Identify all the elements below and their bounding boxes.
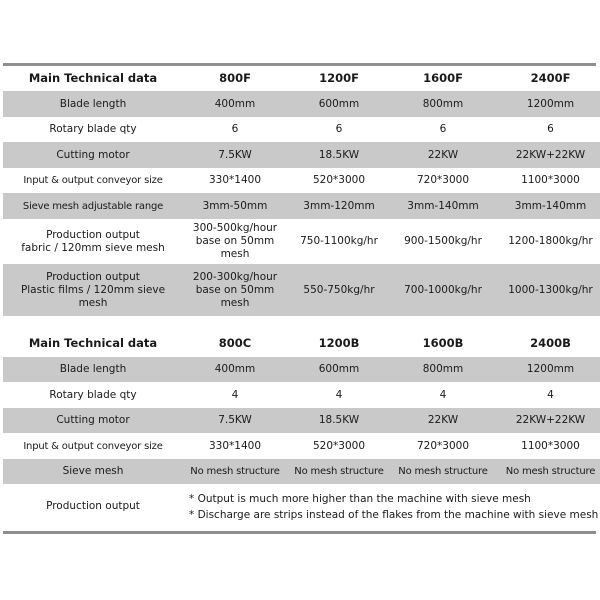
table-row — [3, 142, 600, 168]
cell: 400mm — [183, 91, 287, 117]
cell: 400mm — [183, 357, 287, 382]
cell: 1100*3000 — [521, 439, 580, 452]
table-row — [3, 168, 600, 193]
cell: 3mm-140mm — [495, 193, 600, 219]
cell: 330*1400 — [208, 174, 261, 186]
production-output-notes — [183, 484, 600, 529]
row-label: Rotary blade qty — [49, 388, 137, 401]
row-label: Blade length — [3, 91, 183, 117]
row-label: Sieve mesh — [3, 459, 183, 484]
cell: 7.5KW — [183, 142, 287, 168]
table-row — [3, 459, 600, 484]
cell: 520*3000 — [312, 439, 365, 452]
cell: 900-1500kg/hr — [404, 235, 482, 247]
cell: No mesh structure — [495, 459, 600, 484]
bottom-rule — [3, 531, 596, 534]
spec-table-b-series — [3, 329, 600, 529]
cell: 6 — [231, 123, 239, 135]
cell: 22KW+22KW — [495, 408, 600, 433]
table-header-row — [3, 329, 600, 357]
cell: 6 — [335, 123, 343, 135]
cell: 22KW — [391, 408, 495, 433]
cell: 4 — [547, 388, 554, 401]
cell: 4 — [335, 388, 343, 401]
cell: 330*1400 — [208, 439, 261, 452]
row-label: Production output Plastic films / 120mm sieve mesh — [3, 264, 183, 316]
header-label: Main Technical data — [28, 335, 158, 350]
cell: 1100*3000 — [521, 174, 580, 186]
cell: No mesh structure — [183, 459, 287, 484]
table-row — [3, 117, 600, 142]
cell: 600mm — [287, 357, 391, 382]
header-model: 1600B — [422, 335, 464, 350]
table-row — [3, 264, 600, 316]
table-row — [3, 193, 600, 219]
spec-table-f-series — [3, 66, 600, 316]
header-model: 1600F — [423, 71, 463, 85]
header-model: 1200F — [319, 71, 359, 85]
cell: 1200mm — [495, 91, 600, 117]
row-label: Cutting motor — [3, 142, 183, 168]
cell: 6 — [547, 123, 554, 135]
cell: 3mm-120mm — [287, 193, 391, 219]
table-row — [3, 433, 600, 459]
cell: 4 — [231, 388, 239, 401]
cell: 18.5KW — [287, 142, 391, 168]
note-line: * Discharge are strips instead of the flakes from the machine with sieve mesh — [189, 508, 599, 521]
cell: 800mm — [391, 91, 495, 117]
cell: 22KW+22KW — [495, 142, 600, 168]
table-row — [3, 91, 600, 117]
cell: 1000-1300kg/hr — [495, 264, 600, 316]
cell: 6 — [439, 123, 447, 135]
row-label: Input & output conveyor size — [23, 175, 163, 186]
table-header-row — [3, 66, 600, 91]
cell: 550-750kg/hr — [287, 264, 391, 316]
cell: 520*3000 — [312, 174, 365, 186]
cell: 750-1100kg/hr — [300, 235, 378, 247]
cell: 720*3000 — [416, 174, 469, 186]
row-label: Production output fabric / 120mm sieve mesh — [21, 228, 165, 254]
row-label: Blade length — [3, 357, 183, 382]
cell: 720*3000 — [416, 439, 469, 452]
cell: 200-300kg/hour base on 50mm mesh — [183, 264, 287, 316]
cell: 800mm — [391, 357, 495, 382]
cell: 4 — [439, 388, 447, 401]
row-label: Sieve mesh adjustable range — [3, 193, 183, 219]
cell: 1200-1800kg/hr — [508, 235, 593, 247]
cell: 300-500kg/hour base on 50mm mesh — [192, 222, 278, 260]
cell: 1200mm — [495, 357, 600, 382]
cell: 700-1000kg/hr — [391, 264, 495, 316]
header-label: Main Technical data — [28, 71, 158, 85]
header-model: 2400B — [530, 335, 571, 350]
table-row — [3, 382, 600, 408]
header-model: 1200B — [318, 335, 360, 350]
table-row — [3, 484, 600, 529]
header-model: 800C — [218, 335, 252, 350]
row-label: Production output — [46, 500, 140, 512]
row-label: Cutting motor — [3, 408, 183, 433]
cell: 3mm-50mm — [183, 193, 287, 219]
cell: 3mm-140mm — [391, 193, 495, 219]
row-label: Rotary blade qty — [49, 123, 137, 135]
cell: 7.5KW — [183, 408, 287, 433]
cell: No mesh structure — [287, 459, 391, 484]
table-row — [3, 219, 600, 264]
cell: No mesh structure — [391, 459, 495, 484]
cell: 600mm — [287, 91, 391, 117]
header-model: 800F — [219, 71, 251, 85]
cell: 22KW — [391, 142, 495, 168]
cell: 18.5KW — [287, 408, 391, 433]
table-row — [3, 408, 600, 433]
row-label: Input & output conveyor size — [23, 440, 163, 452]
table-row — [3, 357, 600, 382]
header-model: 2400F — [530, 71, 571, 85]
note-line: * Output is much more higher than the machine with sieve mesh — [189, 492, 531, 505]
